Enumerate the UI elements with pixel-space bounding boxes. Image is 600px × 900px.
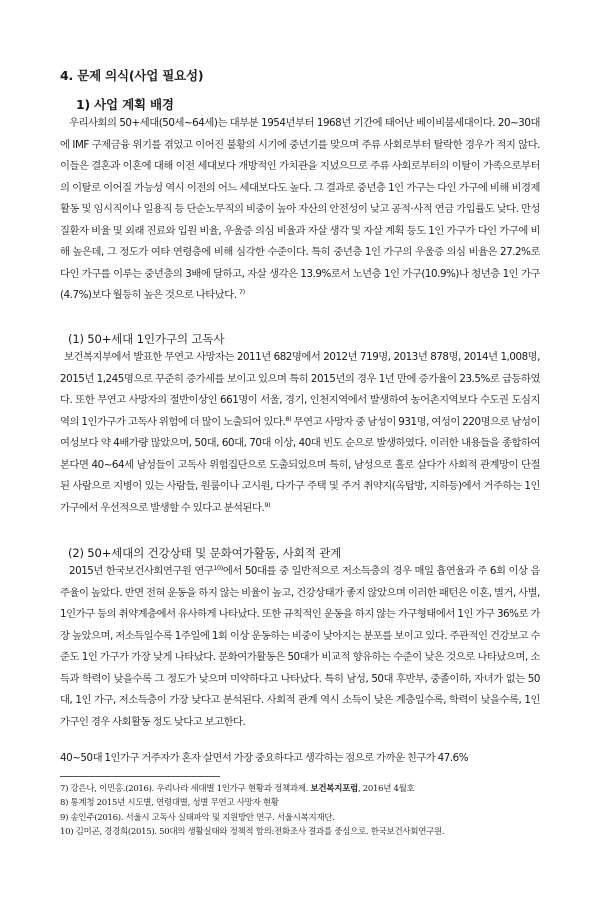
- footnote-ref-9[interactable]: 9): [264, 500, 271, 509]
- sub1-paragraph: [60, 347, 540, 527]
- sub2-paragraph: [60, 561, 540, 759]
- sub2-text-b: 에서 50대를 중 일반적으로 저소득층의 경우 매일 흡연율과 주 6회 이상 음주율이 높았다. 반면 전혀 운동을 하지 않는 비율이 높고, 건강상태가 좋지 않았으며 이러한 패턴은 이혼, 별거, 사별, 1인가구 등의 취약계층에서 유사하게 나타났다. 또한 규칙적인 운동을 하지 않는 가구형태에서 1인 가구 36%로 가장 높았으며, 저소득일수록 1주일에 1회 이상 운동하는 비중이 낮아지는 분포를 보이고 있다. 주관적인 건강보고 수준도 1인 가구가 가장 낮게 나타났다. 문화여가활동은 50대가 비교적 향유하는 수준이 낮은 것으로 나타났으며, 소득과 학력이 낮을수록 그 정도가 낮으며 미약하다고 나타났다. 특히 남성, 50대 후반부, 중졸이하, 자녀가 없는 50대, 1인 가구, 저소득층이 가장 낮다고 분석된다. 사회적 관계 역시 소득이 낮은 계층일수록, 학력이 낮을수록, 1인 가구인 경우 사회활동 정도 낮다고 보고한다.: [60, 565, 540, 728]
- footnote-divider: [60, 776, 220, 777]
- footnote-ref-10[interactable]: 10): [213, 564, 223, 572]
- intro-paragraph: [60, 113, 540, 311]
- footnote-ref-8[interactable]: 8): [285, 414, 292, 423]
- subsection-title: 1) 사업 계획 배경: [76, 97, 174, 112]
- intro-text: 우리사회의 50+세대(50세~64세)는 대부분 1954년부터 1968년 기간에 태어난 베이비붐세대이다. 20~30대에 IMF 구제금융 위기를 겪었고 이어진 불황의 시기에 중년기를 맞으며 주류 사회로부터 탈락한 경우가 적지 않다. 이들은 결혼과 이혼에 대해 이전 세대보다 개방적인 가치관을 지녔으므로 주류 사회로부터의 이탈이 가족으로부터의 이탈로 이어질 가능성 역시 이전의 어느 세대보다도 높다. 그 결과로 중년층 1인 가구는 다인 가구에 비해 비경제활동 및 임시직이나 일용직 등 단순노무직의 비중이 높아 자산의 안전성이 낮고 공적·사적 연금 가입률도 낮다. 만성질환자 비율 및 외래 진료와 입원 비율, 우울증 의심 비율과 자살 생각 및 자살 계획 등도 1인 가구가 다인 가구에 비해 높은데, 그 정도가 여타 연령층에 비해 심각한 수준이다. 특히 중년층 1인 가구의 우울증 의심 비율은 27.2%로 다인 가구를 이루는 중년층의 3배에 달하고, 자살 생각은 13.9%로서 노년층 1인 가구(10.9%)나 청년층 1인 가구(4.7%)보다 월등히 높은 것으로 나타났다.: [60, 117, 540, 301]
- footnote-10: 10) 김미곤, 경경희(2015). 50대의 생활실태와 정책적 함의:전화조사 결과를 중심으로. 한국보건사회연구원.: [60, 826, 445, 837]
- sub1-title: (1) 50+세대 1인가구의 고독사: [68, 332, 225, 346]
- section-title: 4. 문제 의식(사업 필요성): [60, 68, 204, 83]
- footnote-7: 7) 강은나, 이민홍.(2016). 우리나라 세대별 1인가구 현황과 정책과제. 보건복지포럼, 2016년 4월호: [60, 784, 415, 794]
- sub1-text-b: 무연고 사망자 중 남성이 931명, 여성이 220명으로 남성이 여성보다 약 4배가량 많았으며, 50대, 60대, 70대 이상, 40대 빈도 순으로 발생하였다. 이러한 내용들을 종합하여 본다면 40~64세 남성들이 고독사 위험집단으로 도출되었으며 특히, 남성으로 홀로 살다가 사회적 관계망이 단절된 사람으로 지병이 있는 사람들, 원룸이나 고시원, 다가구 주택 및 주거 취약지(옥탑방, 지하등)에서 거주하는 1인 가구에서 우선적으로 발생할 수 있다고 분석된다.: [60, 415, 540, 514]
- footnote-8: 8) 통계청 2015년 시도별, 연령대별, 성별 무연고 사망자 현황: [60, 798, 279, 809]
- sub2-text-a: 2015년 한국보건사회연구원 연구: [69, 565, 214, 577]
- sub2-title: (2) 50+세대의 건강상태 및 문화여가활동, 사회적 관계: [68, 546, 342, 560]
- footnote-9: 9) 송인주(2016). 서울시 고독사 실태파악 및 지원방안 연구. 서울시복지재단.: [60, 812, 335, 823]
- sub1-text-a: 보건복지부에서 발표한 무연고 사망자는 2011년 682명에서 2012년 719명, 2013년 878명, 2014년 1,008명, 2015년 1,245명으로 꾸준히 증가세를 보이고 있으며 특히 2015년의 경우 1년 만에 증가율이 23.5%로 급등하였다. 또한 무연고 사망자의 절반이상인 661명이 서울, 경기, 인천지역에서 발생하여 농어촌지역보다 수도권 도심지역의 1인가구가 고독사 위험에 더 많이 노출되어 있다.: [60, 351, 540, 428]
- footnote-ref-7[interactable]: 7): [238, 288, 245, 296]
- footnotes: [60, 782, 560, 839]
- sub2-last-line: 40~50대 1인가구 거주자가 혼자 살면서 가장 중요하다고 생각하는 점으로 가까운 친구가 47.6%: [60, 752, 469, 764]
